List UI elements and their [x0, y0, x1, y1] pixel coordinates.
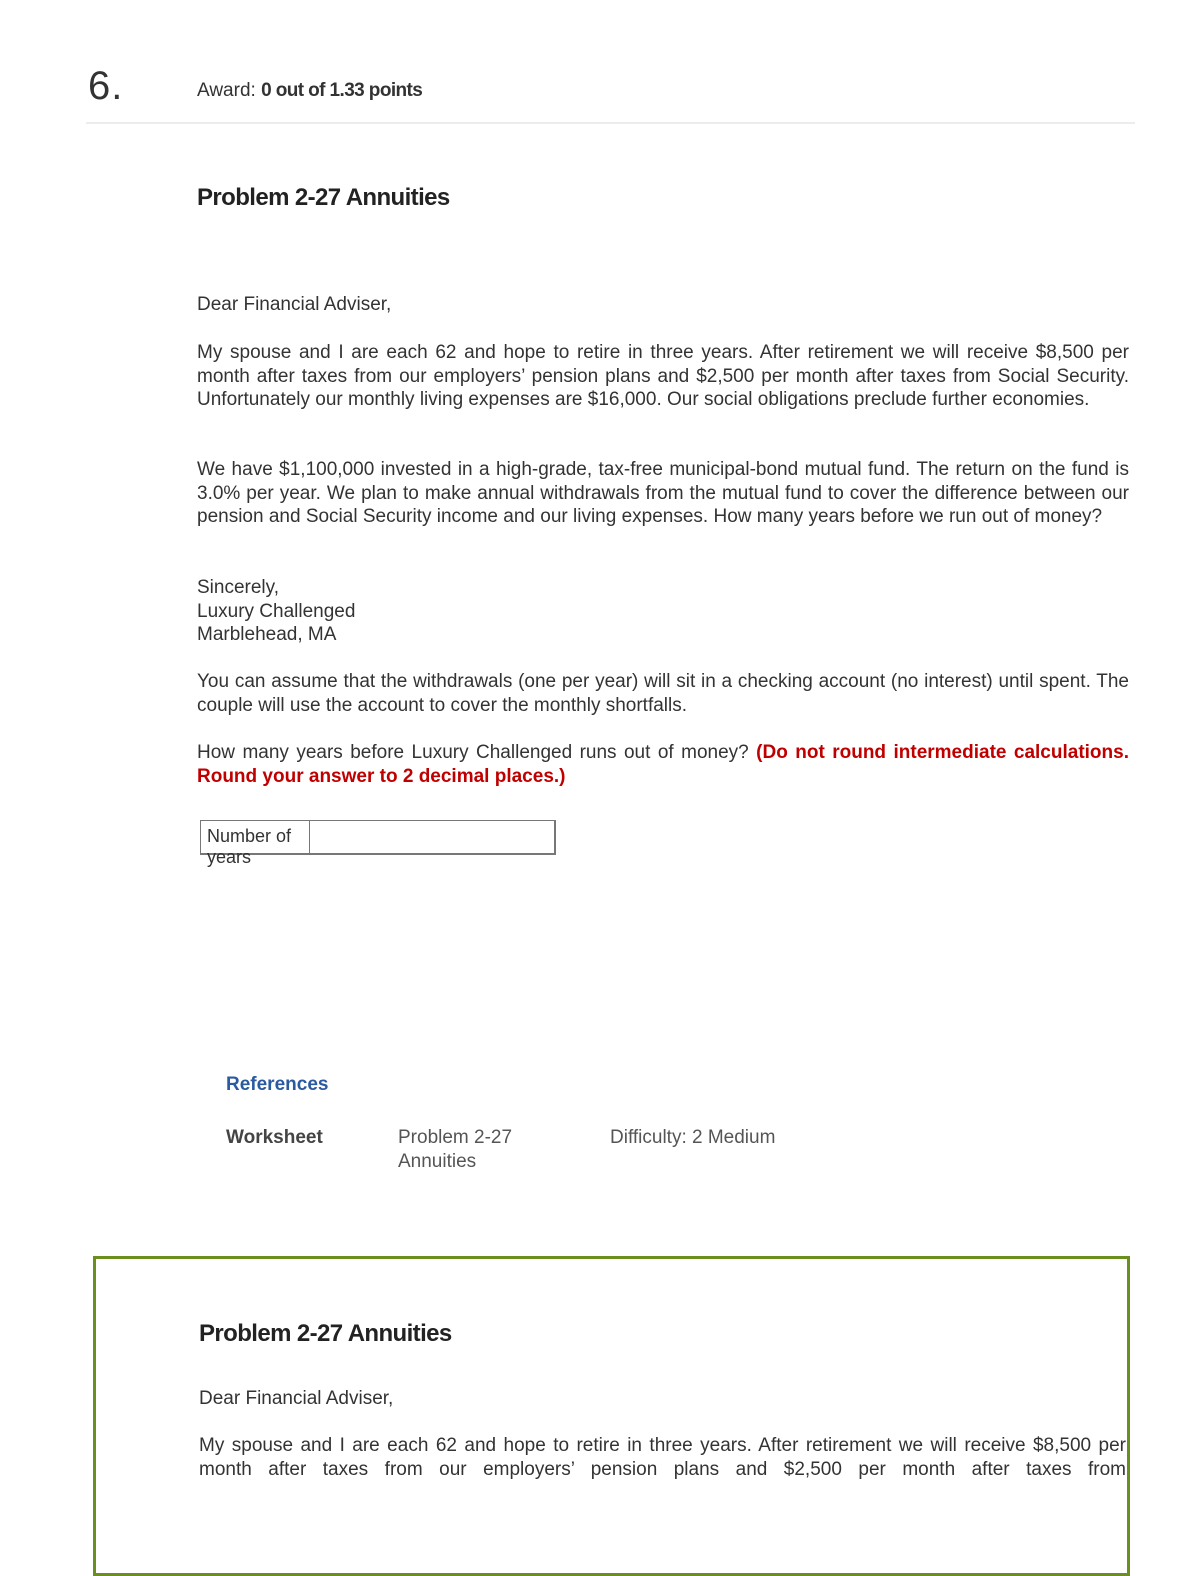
- problem-paragraph-2: We have $1,100,000 invested in a high-grade, tax-free municipal-bond mutual fund. The return on the fund is 3.0% per year. We plan to make annual withdrawals from the mutual fund to cover the difference between our pension and Social Security income and our living expenses. How many years before we run out of money?: [197, 459, 1129, 527]
- letter-signature: [197, 576, 1129, 647]
- header-divider: [86, 122, 1135, 124]
- question-prompt: [197, 741, 1129, 788]
- signature-place: Marblehead, MA: [197, 624, 337, 645]
- answer-label: Number of years: [201, 821, 310, 853]
- signature-name: Luxury Challenged: [197, 600, 356, 622]
- problem-paragraph-3: You can assume that the withdrawals (one per year) will sit in a checking account (no interest) until spent. The couple will use the account to cover the monthly shortfalls.: [197, 671, 1129, 716]
- closing: Sincerely,: [197, 577, 280, 598]
- problem-title: Problem 2-27 Annuities: [197, 184, 450, 211]
- solution-panel: [93, 1256, 1130, 1576]
- salutation: Dear Financial Adviser,: [197, 294, 392, 315]
- solution-title: Problem 2-27 Annuities: [199, 1320, 452, 1347]
- question-number: 6.: [88, 64, 124, 108]
- reference-difficulty: Difficulty: 2 Medium: [610, 1127, 776, 1148]
- solution-paragraph-1: My spouse and I are each 62 and hope to retire in three years. After retirement we will receive $8,500 per month after taxes from our employers’ pension plans and $2,500 per month after taxes from: [199, 1435, 1126, 1480]
- award-status: [197, 80, 422, 102]
- solution-salutation: Dear Financial Adviser,: [199, 1388, 394, 1409]
- reference-problem: Problem 2-27 Annuities: [398, 1127, 513, 1172]
- problem-paragraph-1: My spouse and I are each 62 and hope to retire in three years. After retirement we will receive $8,500 per month after taxes from our employers’ pension plans and $2,500 per month after taxes from Social Security. Unfortunately our monthly living expenses are $16,000. Our social obligations preclude further economies.: [197, 342, 1129, 410]
- number-of-years-input[interactable]: [310, 821, 554, 853]
- rounding-instruction: (Do not round intermediate calculations. Round your answer to 2 decimal places.): [197, 742, 1129, 787]
- award-label: Award:: [197, 80, 256, 101]
- question-text: How many years before Luxury Challenged runs out of money?: [197, 742, 749, 763]
- reference-type: Worksheet: [226, 1127, 323, 1148]
- award-value: 0 out of 1.33 points: [261, 80, 423, 101]
- references-title[interactable]: References: [226, 1074, 329, 1095]
- answer-table: [200, 820, 556, 867]
